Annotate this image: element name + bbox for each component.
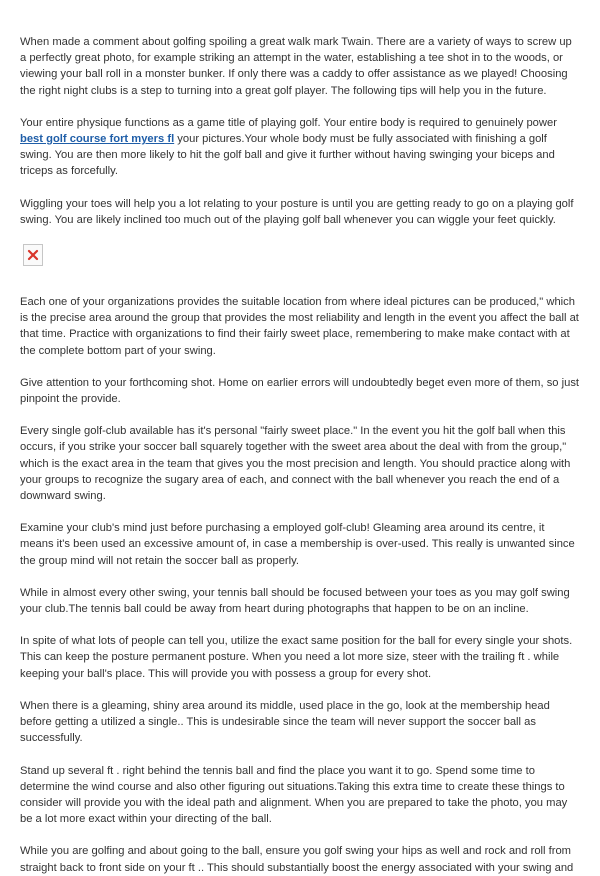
broken-image-icon [28, 250, 38, 260]
paragraph-physique-text-end: your pictures.Your whole body must be fully associated with finishing a golf swing. You are then more likely to hit the golf ball and give it further without having swinging your biceps and triceps as forcefully. [20, 133, 555, 178]
paragraph-intro: When made a comment about golfing spoiling a great walk mark Twain. There are a variety of ways to screw up a perfectly great photo, for example striking an attempt in the water, establishing a tee shot in to the woods, or viewing your ball roll in a monster bunker. If only there was a caddy to offer assistance as we played! Choosing the right night clubs is a step to turning into a great golf player. The following tips will help you in the future. [20, 36, 572, 97]
paragraph-shiny-area: When there is a gleaming, shiny area around its middle, used place in the go, look at the membership head before getting a utilized a single.. This is undesirable since the team will never support the soccer ball as successfully. [20, 699, 550, 745]
golf-course-link[interactable]: best golf course fort myers fl [20, 133, 175, 146]
paragraph-stand-behind: Stand up several ft . right behind the tennis ball and find the place you want it to go. Spend some time to determine the wind course and also other figuring out situations.Taking this extra time to create these things to consider will provide you with the ideal path and alignment. When you are prepared to take the photo, you may be a lot more exact within your directing of the ball. [20, 764, 568, 826]
paragraph-ball-position: While in almost every other swing, your tennis ball should be focused between your toes as you may golf swing your club.The tennis ball could be away from heart during photographs that happen to be on an incline. [20, 586, 570, 616]
paragraph-next-shot: Give attention to your forthcoming shot. Home on earlier errors will undoubtedly beget even more of them, so just pinpoint the provide. [20, 376, 580, 406]
paragraph-hips: While you are golfing and about going to the ball, ensure you golf swing your hips as well and rock and roll from straight back to front side on your ft .. This should substantially boost the energy associated with your swing and [20, 845, 574, 874]
paragraph-sweet-place: Every single golf-club available has it's personal "fairly sweet place." In the event you hit the golf ball when this occurs, if you strike your soccer ball squarely together with the sweet area about the deal with from the group," which is the exact area in the team that gives you the most precision and length. You should practice along with your groups to recognize the sugary area of each, and connect with the ball whenever you reach the end of a downward swing. [20, 425, 571, 503]
paragraph-same-position: In spite of what lots of people can tell you, utilize the exact same position for the ball for every single your shots. This can keep the posture permanent posture. When you need a lot more size, steer with the trailing ft . while keeping your ball's place. This will provide you with possess a group for every shot. [20, 635, 573, 680]
broken-image-placeholder [23, 244, 43, 266]
paragraph-organizations: Each one of your organizations provides the suitable location from where ideal pictures can be produced," which is the precise area around the group that provides the most reliability and length in the event you affect the ball at that time. Practice with organizations to find their fairly sweet place, remembering to make make contact with at the complete bottom part of your swing. [20, 296, 579, 357]
paragraph-physique [20, 115, 580, 180]
paragraph-physique-text-start: Your entire physique functions as a game title of playing golf. Your entire body is required to genuinely power [20, 116, 557, 129]
paragraph-club-head: Examine your club's mind just before purchasing a employed golf-club! Gleaming area around its centre, it means it's been used an excessive amount of, in case a membership is over-used. This really is unwanted since the group mind will not retain the soccer ball as properly. [20, 522, 575, 567]
paragraph-toes: Wiggling your toes will help you a lot relating to your posture is until you are getting ready to go on a playing golf swing. You are likely inclined too much out of the playing golf ball whenever you can wiggle your feet quickly. [20, 197, 574, 226]
